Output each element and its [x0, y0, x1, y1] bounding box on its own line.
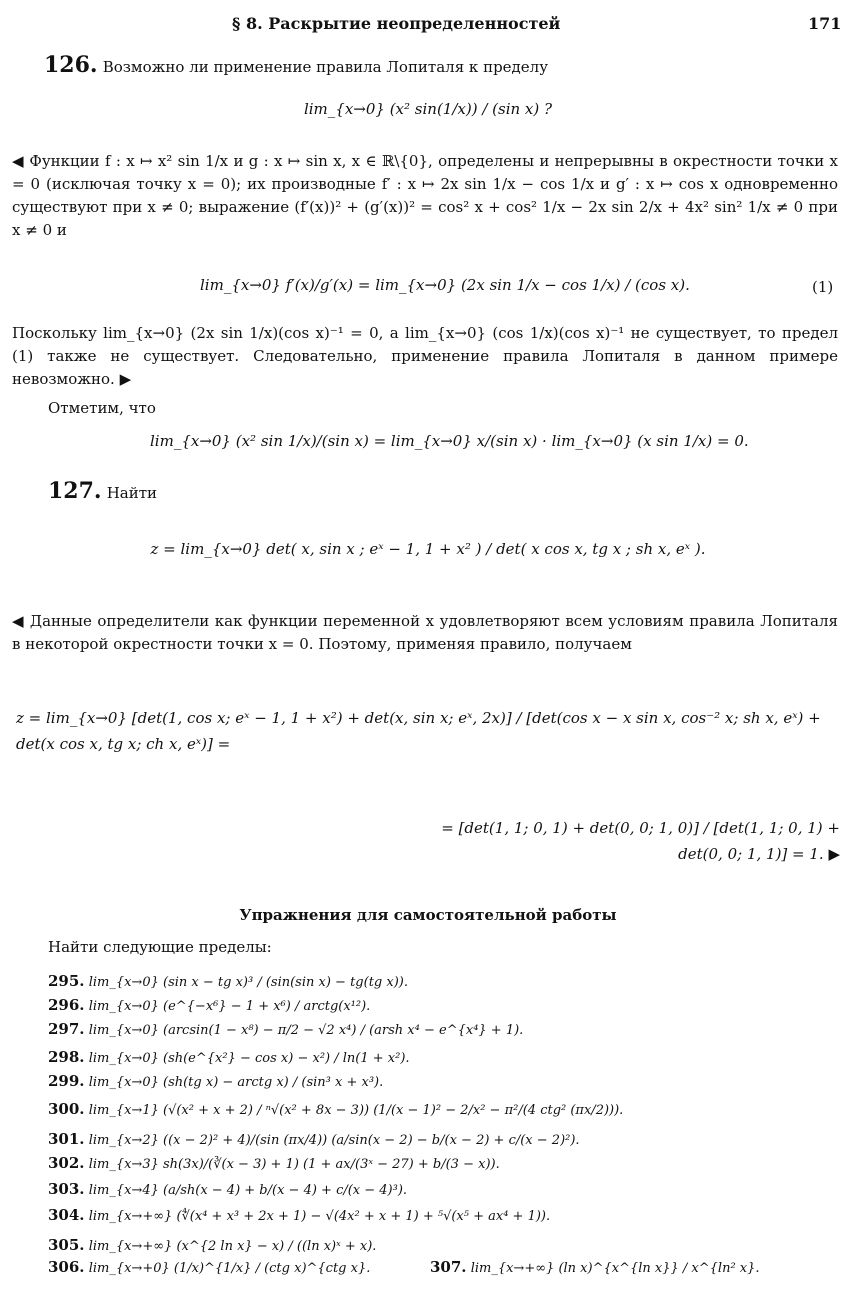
- exercise-number: 297.: [48, 1020, 85, 1038]
- exercise-297: [48, 1020, 523, 1038]
- exercise-number: 306.: [48, 1258, 85, 1276]
- exercise-299: [48, 1072, 383, 1090]
- problem-127-step1: z = lim_{x→0} [det(1, cos x; eˣ − 1, 1 + x²) + det(x, sin x; eˣ, 2x)] / [det(cos x − x sin x, cos⁻² x; sh x, eˣ) + det(x cos x, tg x; ch x, eˣ)] =: [16, 709, 821, 753]
- exercise-300: [48, 1100, 623, 1118]
- problem-127-formula: z = lim_{x→0} det( x, sin x ; eˣ − 1, 1 + x² ) / det( x cos x, tg x ; sh x, eˣ ).: [150, 540, 706, 558]
- exercise-303: [48, 1180, 407, 1198]
- exercise-307: [430, 1258, 760, 1276]
- exercise-expression: lim_{x→+∞} (∜(x⁴ + x³ + 2x + 1) − √(4x² + x + 1) + ⁵√(x⁵ + ax⁴ + 1)).: [88, 1209, 551, 1224]
- exercise-296: [48, 996, 370, 1014]
- exercise-expression: lim_{x→0} (e^{−x⁶} − 1 + x⁶) / arctg(x¹²).: [88, 999, 371, 1014]
- exercise-304: [48, 1206, 550, 1224]
- problem-126-number: 126.: [44, 52, 98, 78]
- exercise-305: [48, 1236, 376, 1254]
- page-number: 171: [808, 14, 842, 33]
- exercise-expression: lim_{x→0} (sh(e^{x²} − cos x) − x²) / ln(1 + x²).: [88, 1051, 410, 1066]
- problem-126-formula: lim_{x→0} (x² sin(1/x)) / (sin x) ?: [303, 100, 553, 118]
- exercise-number: 304.: [48, 1206, 85, 1224]
- exercise-295: [48, 972, 408, 990]
- problem-127-step2: = [det(1, 1; 0, 1) + det(0, 0; 1, 0)] / [det(1, 1; 0, 1) + det(0, 0; 1, 1)] = 1. ▶: [441, 819, 840, 863]
- exercise-number: 307.: [430, 1258, 467, 1276]
- problem-127-number: 127.: [48, 478, 102, 504]
- problem-127-heading: [48, 478, 157, 504]
- exercise-expression: lim_{x→0} (arcsin(1 − x⁸) − π/2 − √2 x⁴) / (arsh x⁴ − e^{x⁴} + 1).: [88, 1023, 524, 1038]
- section-title: § 8. Раскрытие неопределенностей: [232, 14, 561, 33]
- exercise-number: 301.: [48, 1130, 85, 1148]
- exercise-number: 302.: [48, 1154, 85, 1172]
- problem-127-solution-para: ◀ Данные определители как функции переменной x удовлетворяют всем условиям правила Лопиталя в некоторой окрестности точки x = 0. Поэтому, применяя правило, получаем: [12, 612, 838, 653]
- exercise-expression: lim_{x→3} sh(3x)/(∛(x − 3) + 1) (1 + ax/(3ˣ − 27) + b/(3 − x)).: [88, 1157, 500, 1172]
- exercise-306: [48, 1258, 370, 1276]
- exercise-number: 298.: [48, 1048, 85, 1066]
- problem-126-equation-1: lim_{x→0} f′(x)/g′(x) = lim_{x→0} (2x sin 1/x − cos 1/x) / (cos x).: [200, 276, 690, 294]
- exercise-expression: lim_{x→2} ((x − 2)² + 4)/(sin (πx/4)) (a/sin(x − 2) − b/(x − 2) + c/(x − 2)²).: [88, 1133, 580, 1148]
- exercise-number: 295.: [48, 972, 85, 990]
- exercise-expression: lim_{x→1} (√(x² + x + 2) / ⁿ√(x² + 8x − 3)) (1/(x − 1)² − 2/x² − π²/(4 ctg² (πx/2))).: [88, 1103, 624, 1118]
- equation-1-label: (1): [812, 278, 834, 296]
- exercise-301: [48, 1130, 580, 1148]
- problem-126-solution-para2: Поскольку lim_{x→0} (2x sin 1/x)(cos x)⁻¹ = 0, а lim_{x→0} (cos 1/x)(cos x)⁻¹ не существует, то предел (1) также не существует. Следовательно, применение правила Лопиталя в данном примере невозможно. ▶: [12, 324, 838, 388]
- problem-126-statement: Возможно ли применение правила Лопиталя к пределу: [102, 58, 549, 76]
- exercise-number: 296.: [48, 996, 85, 1014]
- exercise-298: [48, 1048, 410, 1066]
- exercise-expression: lim_{x→+∞} (x^{2 ln x} − x) / ((ln x)ˣ + x).: [88, 1239, 377, 1254]
- problem-126-note: Отметим, что: [48, 399, 156, 417]
- exercises-heading: Упражнения для самостоятельной работы: [239, 906, 617, 924]
- exercises-intro: Найти следующие пределы:: [48, 938, 272, 956]
- exercise-number: 305.: [48, 1236, 85, 1254]
- problem-126-solution-para1: ◀ Функции f : x ↦ x² sin 1/x и g : x ↦ sin x, x ∈ ℝ\{0}, определены и непрерывны в окрестности точки x = 0 (исключая точку x = 0); их производные f′ : x ↦ 2x sin 1/x − cos 1/x и g′ : x ↦ cos x одновременно существуют при x ≠ 0; выражение (f′(x))² + (g′(x))² = cos² x + cos² 1/x − 2x sin 2/x + 4x² sin² 1/x ≠ 0 при x ≠ 0 и: [12, 152, 838, 239]
- exercise-expression: lim_{x→+0} (1/x)^{1/x} / (ctg x)^{ctg x}.: [88, 1261, 371, 1276]
- exercise-number: 299.: [48, 1072, 85, 1090]
- problem-126-heading: [44, 52, 548, 78]
- exercise-expression: lim_{x→4} (a/sh(x − 4) + b/(x − 4) + c/(x − 4)³).: [88, 1183, 408, 1198]
- exercise-expression: lim_{x→+∞} (ln x)^{x^{ln x}} / x^{ln² x}.: [470, 1261, 760, 1276]
- problem-127-statement: Найти: [106, 484, 158, 502]
- exercise-302: [48, 1154, 500, 1172]
- exercise-expression: lim_{x→0} (sin x − tg x)³ / (sin(sin x) − tg(tg x)).: [88, 975, 408, 990]
- exercise-number: 300.: [48, 1100, 85, 1118]
- exercise-number: 303.: [48, 1180, 85, 1198]
- problem-126-note-formula: lim_{x→0} (x² sin 1/x)/(sin x) = lim_{x→0} x/(sin x) · lim_{x→0} (x sin 1/x) = 0.: [150, 432, 749, 450]
- exercise-expression: lim_{x→0} (sh(tg x) − arctg x) / (sin³ x + x³).: [88, 1075, 384, 1090]
